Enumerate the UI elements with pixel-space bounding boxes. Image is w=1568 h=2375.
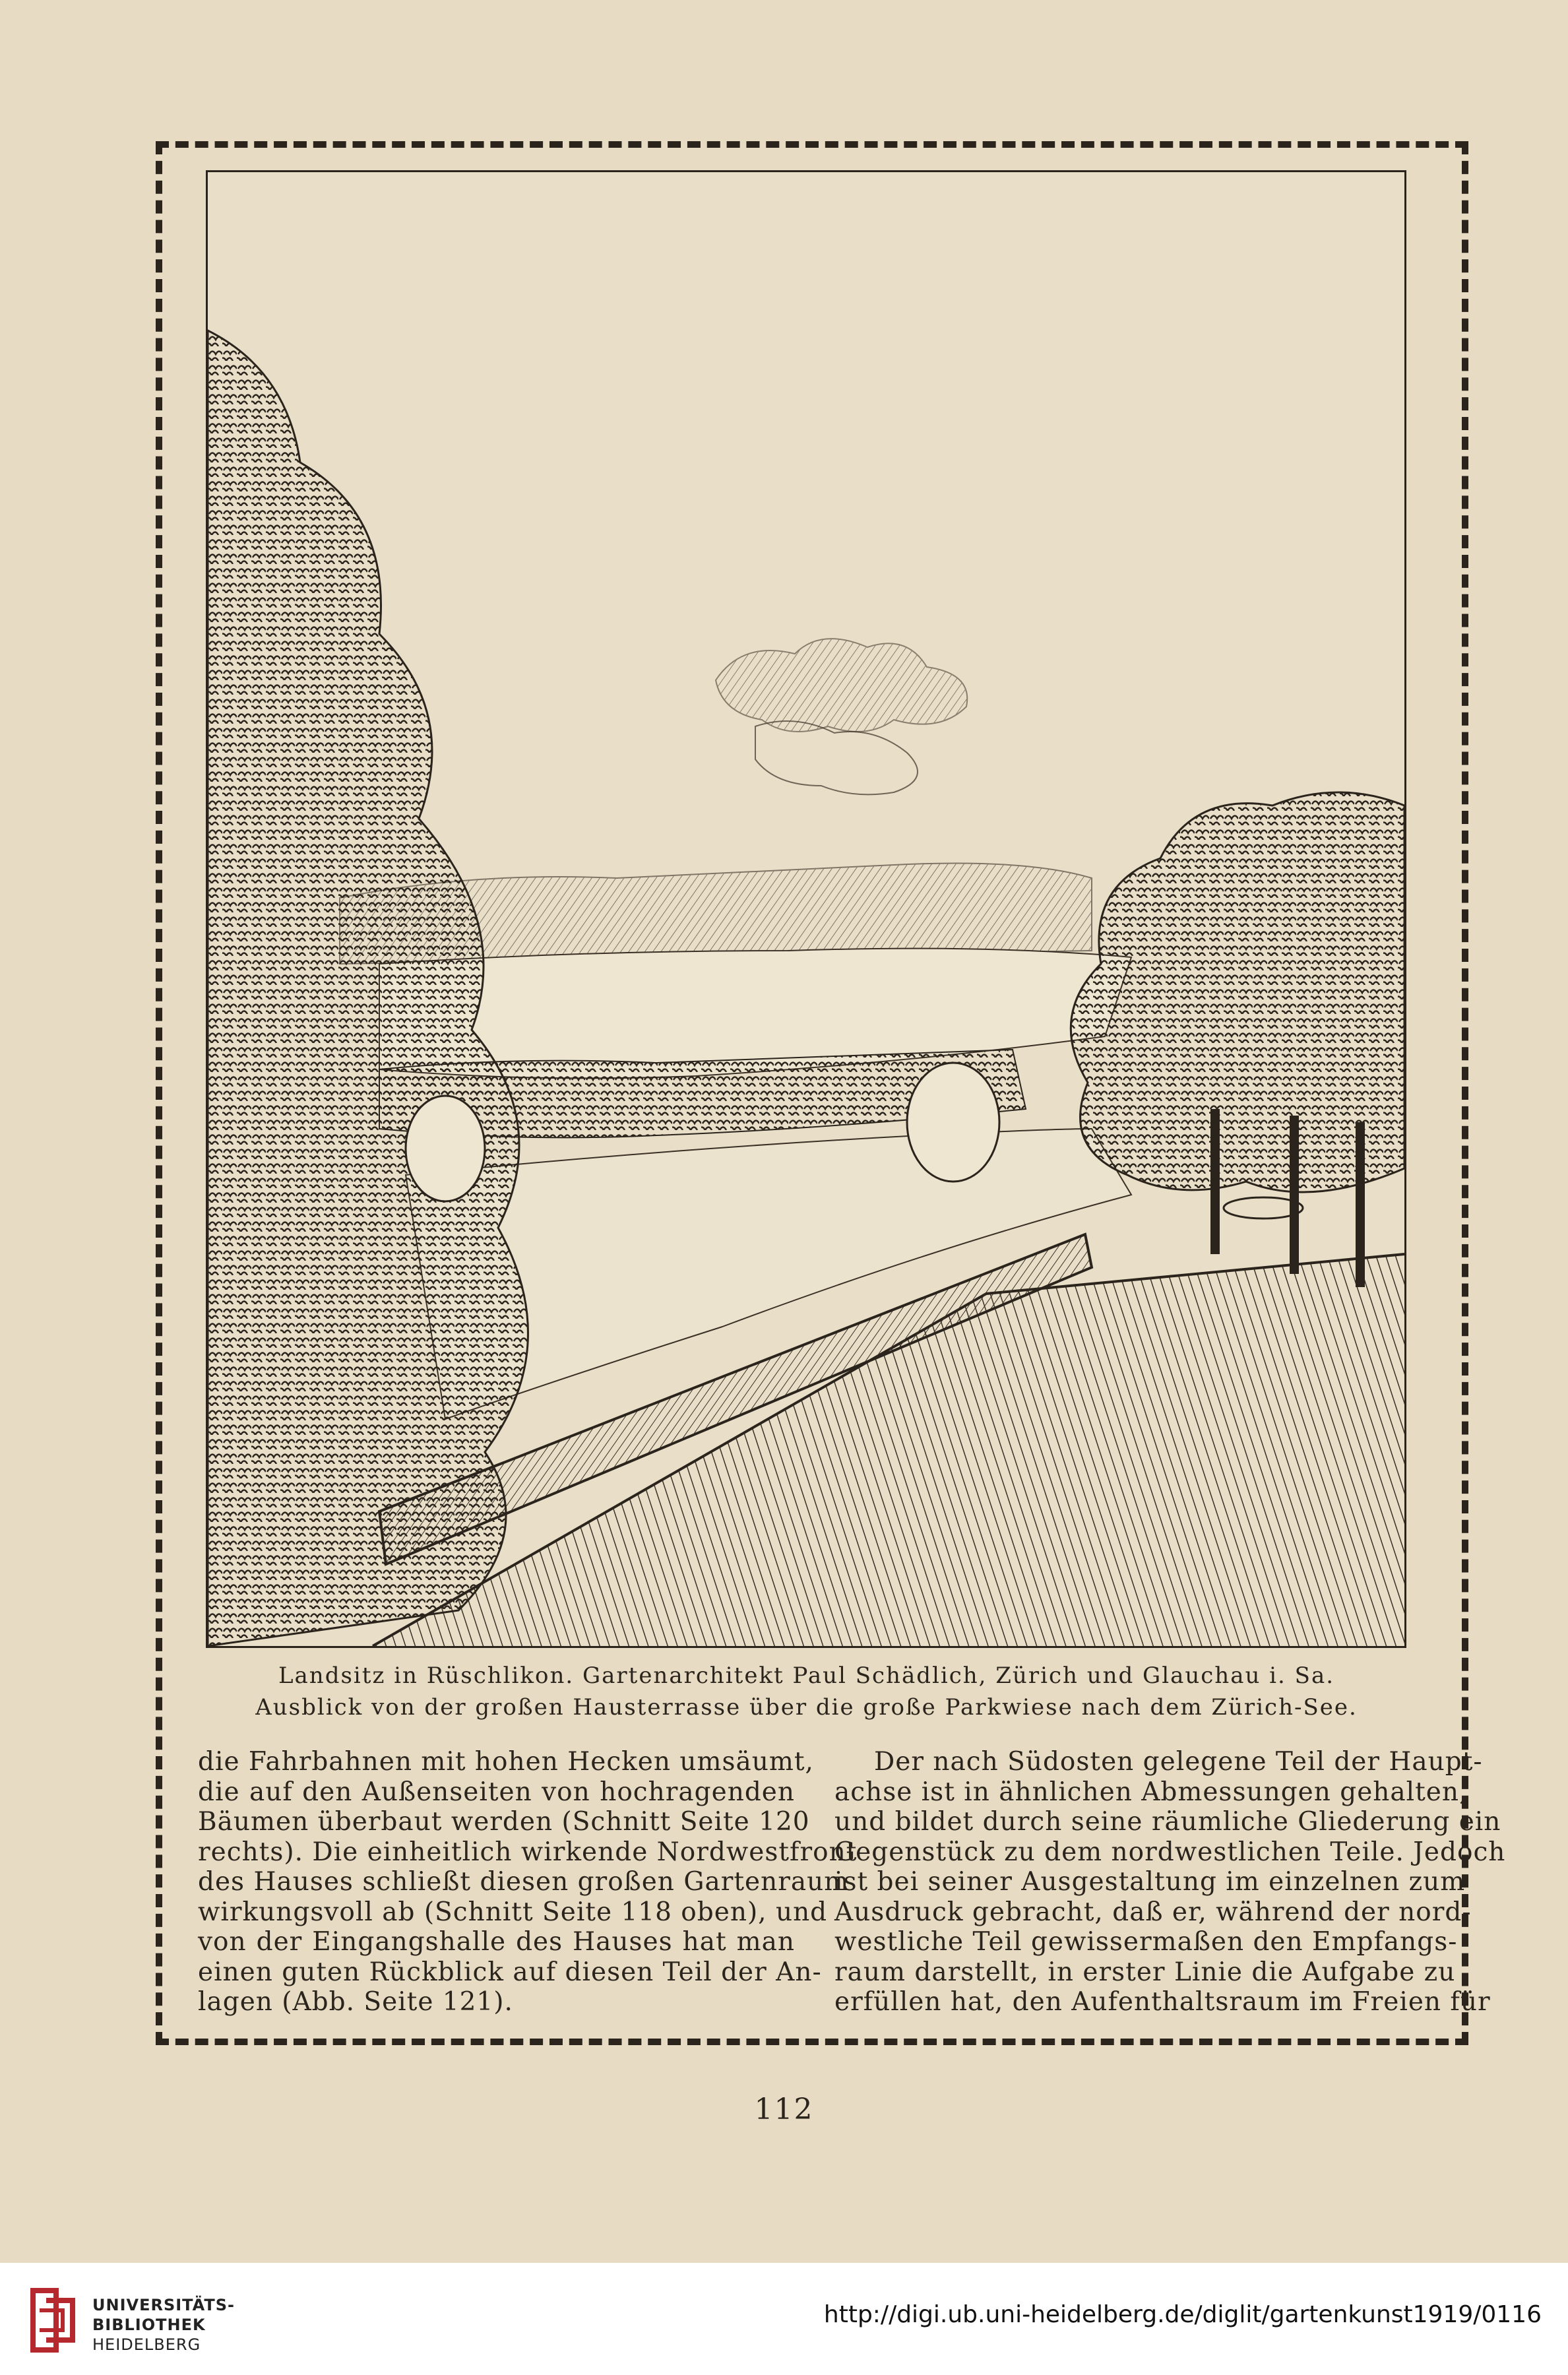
library-logo-icon xyxy=(26,2284,86,2357)
text-line: des Hauses schließt diesen großen Gartenraum xyxy=(198,1867,850,1897)
institution-name-line-3: HEIDELBERG xyxy=(92,2335,201,2354)
text-column-right xyxy=(834,1747,1506,2017)
text-line: wirkungsvoll ab (Schnitt Seite 118 oben), und xyxy=(198,1897,828,1927)
text-line: Der nach Südosten gelegene Teil der Haupt- xyxy=(874,1747,1483,1777)
text-line: lagen (Abb. Seite 121). xyxy=(198,1987,513,2017)
text-line: die Fahrbahnen mit hohen Hecken umsäumt, xyxy=(198,1747,814,1777)
text-line: raum darstellt, in erster Linie die Aufgabe zu xyxy=(834,1957,1456,1987)
text-line: Gegenstück zu dem nordwestlichen Teile. Jedoch xyxy=(834,1837,1506,1867)
text-column-left xyxy=(198,1747,858,2017)
text-line: rechts). Die einheitlich wirkende Nordwestfront xyxy=(198,1837,858,1867)
text-line: die auf den Außenseiten von hochragenden xyxy=(198,1777,795,1807)
text-line: ist bei seiner Ausgestaltung im einzelnen zum xyxy=(834,1867,1466,1897)
text-line: von der Eingangshalle des Hauses hat man xyxy=(198,1927,795,1957)
institution-name-line-2: BIBLIOTHEK xyxy=(92,2316,206,2334)
landscape-illustration xyxy=(208,172,1404,1646)
figure-caption-line-1: Landsitz in Rüschlikon. Gartenarchitekt Paul Schädlich, Zürich und Glauchau i. Sa. xyxy=(278,1662,1335,1689)
text-line: und bildet durch seine räumliche Gliederung ein xyxy=(834,1807,1501,1837)
page-number: 112 xyxy=(754,2093,814,2126)
institution-name-line-1: UNIVERSITÄTS- xyxy=(92,2296,235,2314)
text-line: achse ist in ähnlichen Abmessungen gehalten, xyxy=(834,1777,1468,1807)
text-line: Bäumen überbaut werden (Schnitt Seite 120 xyxy=(198,1807,810,1837)
text-line: westliche Teil gewissermaßen den Empfangs- xyxy=(834,1927,1458,1957)
footer-bar xyxy=(0,2263,1568,2375)
source-url-link[interactable]: http://digi.ub.uni-heidelberg.de/diglit/gartenkunst1919/0116 xyxy=(823,2301,1542,2328)
text-line: erfüllen hat, den Aufenthaltsraum im Freien für xyxy=(834,1987,1491,2017)
text-line: einen guten Rückblick auf diesen Teil der An- xyxy=(198,1957,822,1987)
text-line: Ausdruck gebracht, daß er, während der nord- xyxy=(834,1897,1472,1927)
figure-caption-line-2: Ausblick von der großen Hausterrasse über die große Parkwiese nach dem Zürich-See. xyxy=(255,1694,1358,1721)
